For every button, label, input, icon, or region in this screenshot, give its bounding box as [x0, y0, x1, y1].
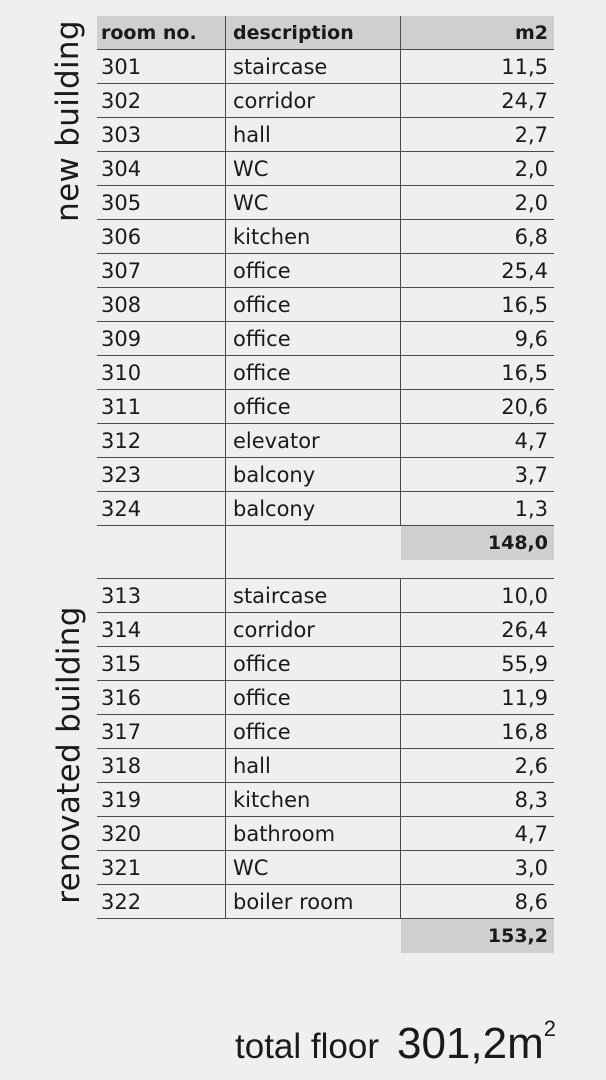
room-description: office — [233, 327, 291, 351]
room-area: 9,6 — [514, 327, 548, 351]
new-building-rows — [97, 50, 554, 526]
total-floor-value: 301,2m — [396, 1019, 544, 1068]
room-number: 317 — [101, 720, 142, 744]
room-area: 4,7 — [514, 429, 548, 453]
table-row — [97, 50, 554, 84]
table-row — [97, 84, 554, 118]
table-row — [97, 254, 554, 288]
header-description: description — [233, 22, 354, 44]
room-area: 2,0 — [514, 191, 548, 215]
room-area: 16,5 — [501, 361, 548, 385]
renovated-building-subtotal-row — [97, 919, 554, 953]
room-description: office — [233, 361, 291, 385]
room-area: 16,8 — [501, 720, 548, 744]
room-description: bathroom — [233, 822, 336, 846]
room-description: office — [233, 652, 291, 676]
room-number: 321 — [101, 856, 142, 880]
room-area: 16,5 — [501, 293, 548, 317]
new-building-subtotal-row — [97, 526, 554, 560]
total-floor-unit-superscript: 2 — [543, 1016, 556, 1041]
new-building-label: new building — [50, 20, 86, 222]
table-row — [97, 220, 554, 254]
table-row — [97, 390, 554, 424]
header-area: m2 — [514, 22, 548, 44]
room-description: hall — [233, 123, 271, 147]
room-number: 302 — [101, 89, 142, 113]
room-description: corridor — [233, 89, 315, 113]
header-room-no: room no. — [101, 22, 197, 44]
room-number: 309 — [101, 327, 142, 351]
room-number: 315 — [101, 652, 142, 676]
table-row — [97, 579, 554, 613]
room-description: balcony — [233, 497, 316, 521]
room-description: balcony — [233, 463, 316, 487]
table-row — [97, 152, 554, 186]
room-number: 312 — [101, 429, 142, 453]
room-description: office — [233, 395, 291, 419]
room-description: office — [233, 686, 291, 710]
room-number: 307 — [101, 259, 142, 283]
room-number: 316 — [101, 686, 142, 710]
room-description: elevator — [233, 429, 320, 453]
room-number: 304 — [101, 157, 142, 181]
room-area: 2,0 — [514, 157, 548, 181]
room-area-table — [97, 16, 554, 953]
room-description: staircase — [233, 584, 328, 608]
room-number: 319 — [101, 788, 142, 812]
room-description: WC — [233, 856, 269, 880]
room-description: office — [233, 259, 291, 283]
table-row — [97, 647, 554, 681]
table-row — [97, 322, 554, 356]
room-area: 8,3 — [514, 788, 548, 812]
room-number: 308 — [101, 293, 142, 317]
room-description: hall — [233, 754, 271, 778]
room-number: 313 — [101, 584, 142, 608]
room-area: 24,7 — [501, 89, 548, 113]
room-description: office — [233, 720, 291, 744]
room-area: 11,9 — [501, 686, 548, 710]
room-area: 20,6 — [501, 395, 548, 419]
table-row — [97, 613, 554, 647]
room-area: 26,4 — [501, 618, 548, 642]
room-area: 25,4 — [501, 259, 548, 283]
table-row — [97, 356, 554, 390]
room-description: kitchen — [233, 225, 311, 249]
room-description: boiler room — [233, 890, 354, 914]
room-number: 306 — [101, 225, 142, 249]
room-description: kitchen — [233, 788, 311, 812]
room-area: 1,3 — [514, 497, 548, 521]
room-area: 3,0 — [514, 856, 548, 880]
table-row — [97, 186, 554, 220]
room-area: 6,8 — [514, 225, 548, 249]
room-area: 10,0 — [501, 584, 548, 608]
room-description: WC — [233, 191, 269, 215]
new-building-subtotal: 148,0 — [401, 526, 554, 560]
table-row — [97, 749, 554, 783]
renovated-building-subtotal: 153,2 — [401, 919, 554, 953]
room-area: 2,6 — [514, 754, 548, 778]
room-number: 310 — [101, 361, 142, 385]
table-row — [97, 458, 554, 492]
room-number: 314 — [101, 618, 142, 642]
table-row — [97, 817, 554, 851]
room-number: 311 — [101, 395, 142, 419]
room-area: 3,7 — [514, 463, 548, 487]
room-number: 322 — [101, 890, 142, 914]
room-area: 11,5 — [501, 55, 548, 79]
table-row — [97, 424, 554, 458]
table-row — [97, 288, 554, 322]
table-row — [97, 681, 554, 715]
renovated-building-rows — [97, 579, 554, 919]
room-number: 303 — [101, 123, 142, 147]
table-row — [97, 492, 554, 526]
room-description: office — [233, 293, 291, 317]
table-row — [97, 783, 554, 817]
total-floor — [235, 1016, 556, 1069]
room-area: 4,7 — [514, 822, 548, 846]
table-row — [97, 885, 554, 919]
table-row — [97, 715, 554, 749]
total-floor-label: total floor — [235, 1027, 379, 1066]
room-description: WC — [233, 157, 269, 181]
room-number: 324 — [101, 497, 142, 521]
table-row — [97, 851, 554, 885]
room-number: 301 — [101, 55, 142, 79]
renovated-building-label: renovated building — [51, 606, 87, 904]
room-number: 323 — [101, 463, 142, 487]
table-row — [97, 118, 554, 152]
room-number: 305 — [101, 191, 142, 215]
table-header-row — [97, 16, 554, 50]
room-area: 2,7 — [514, 123, 548, 147]
room-number: 320 — [101, 822, 142, 846]
room-number: 318 — [101, 754, 142, 778]
room-area: 8,6 — [514, 890, 548, 914]
section-gap — [97, 560, 554, 578]
room-area: 55,9 — [501, 652, 548, 676]
room-description: corridor — [233, 618, 315, 642]
room-description: staircase — [233, 55, 328, 79]
